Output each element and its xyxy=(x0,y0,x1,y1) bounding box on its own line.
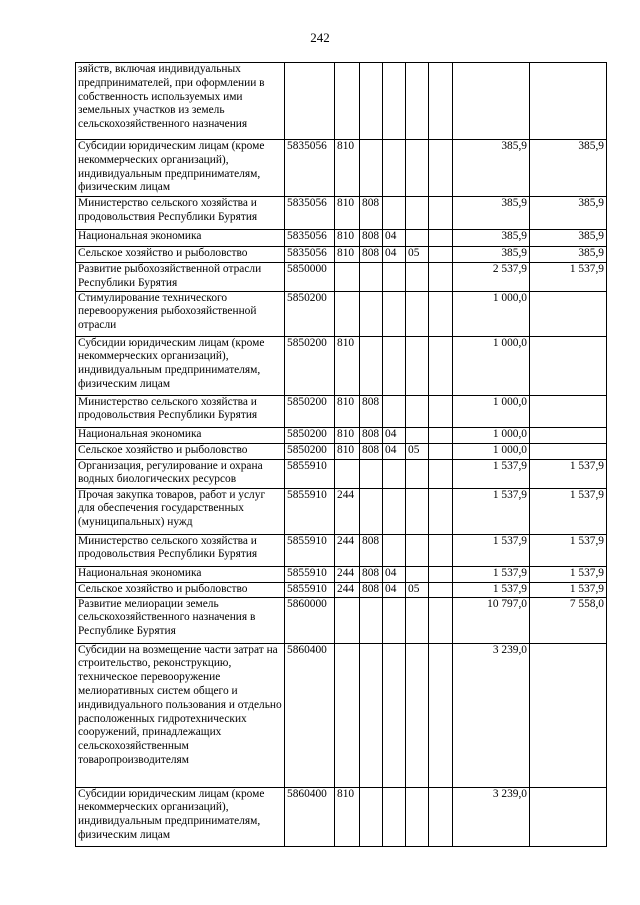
section-cell: 04 xyxy=(383,247,406,263)
empty-cell xyxy=(429,787,453,846)
target-article-cell: 5850200 xyxy=(285,427,335,443)
subsection-cell xyxy=(406,197,429,230)
empty-cell xyxy=(429,197,453,230)
target-article-cell: 5850200 xyxy=(285,395,335,427)
amount-1-cell: 1 000,0 xyxy=(453,336,530,395)
subsection-cell xyxy=(406,566,429,582)
table-row xyxy=(76,336,607,395)
amount-2-cell: 385,9 xyxy=(530,140,607,197)
ministry-code-cell: 808 xyxy=(360,395,383,427)
ministry-code-cell: 808 xyxy=(360,566,383,582)
expense-type-cell: 244 xyxy=(335,488,360,534)
target-article-cell: 5835056 xyxy=(285,140,335,197)
empty-cell xyxy=(429,63,453,140)
expense-type-cell: 810 xyxy=(335,336,360,395)
empty-cell xyxy=(429,247,453,263)
section-cell xyxy=(383,459,406,488)
amount-2-cell: 1 537,9 xyxy=(530,459,607,488)
amount-1-cell: 385,9 xyxy=(453,230,530,247)
target-article-cell: 5855910 xyxy=(285,582,335,597)
amount-2-cell: 1 537,9 xyxy=(530,263,607,292)
row-name-cell: Сельское хозяйство и рыболовство xyxy=(76,443,285,459)
row-name-cell: Субсидии юридическим лицам (кроме некоммерческих организаций), индивидуальным предпринимателям, физическим лицам xyxy=(76,336,285,395)
row-name-cell: Прочая закупка товаров, работ и услуг для обеспечения государственных (муниципальных) нужд xyxy=(76,488,285,534)
ministry-code-cell xyxy=(360,336,383,395)
expense-type-cell xyxy=(335,643,360,787)
row-name-cell: Развитие рыбохозяйственной отрасли Республики Бурятия xyxy=(76,263,285,292)
row-name-cell: Субсидии юридическим лицам (кроме некоммерческих организаций), индивидуальным предпринимателям, физическим лицам xyxy=(76,787,285,846)
amount-1-cell: 385,9 xyxy=(453,247,530,263)
amount-2-cell xyxy=(530,643,607,787)
row-name-cell: Министерство сельского хозяйства и продовольствия Республики Бурятия xyxy=(76,534,285,566)
table-row xyxy=(76,566,607,582)
ministry-code-cell: 808 xyxy=(360,197,383,230)
amount-1-cell: 1 537,9 xyxy=(453,534,530,566)
amount-1-cell: 2 537,9 xyxy=(453,263,530,292)
section-cell xyxy=(383,197,406,230)
section-cell xyxy=(383,534,406,566)
ministry-code-cell xyxy=(360,459,383,488)
subsection-cell xyxy=(406,427,429,443)
empty-cell xyxy=(429,140,453,197)
ministry-code-cell xyxy=(360,787,383,846)
empty-cell xyxy=(429,336,453,395)
target-article-cell: 5855910 xyxy=(285,459,335,488)
ministry-code-cell xyxy=(360,488,383,534)
expense-type-cell: 810 xyxy=(335,395,360,427)
table-row xyxy=(76,459,607,488)
amount-1-cell: 1 000,0 xyxy=(453,427,530,443)
table-row xyxy=(76,582,607,597)
amount-1-cell: 10 797,0 xyxy=(453,597,530,643)
expense-type-cell: 810 xyxy=(335,443,360,459)
amount-2-cell xyxy=(530,787,607,846)
expense-type-cell xyxy=(335,597,360,643)
page-number: 242 xyxy=(310,30,330,45)
target-article-cell: 5835056 xyxy=(285,230,335,247)
ministry-code-cell: 808 xyxy=(360,247,383,263)
section-cell xyxy=(383,597,406,643)
amount-2-cell: 385,9 xyxy=(530,197,607,230)
amount-1-cell xyxy=(453,63,530,140)
subsection-cell xyxy=(406,459,429,488)
row-name-cell: Стимулирование технического перевооружения рыбохозяйственной отрасли xyxy=(76,291,285,336)
ministry-code-cell xyxy=(360,291,383,336)
expense-type-cell: 810 xyxy=(335,230,360,247)
amount-2-cell xyxy=(530,336,607,395)
table-row xyxy=(76,427,607,443)
ministry-code-cell: 808 xyxy=(360,582,383,597)
subsection-cell xyxy=(406,534,429,566)
amount-2-cell xyxy=(530,443,607,459)
row-name-cell: Министерство сельского хозяйства и продовольствия Республики Бурятия xyxy=(76,197,285,230)
subsection-cell xyxy=(406,597,429,643)
amount-1-cell: 1 000,0 xyxy=(453,443,530,459)
table-row xyxy=(76,534,607,566)
amount-1-cell: 1 537,9 xyxy=(453,488,530,534)
empty-cell xyxy=(429,443,453,459)
section-cell xyxy=(383,643,406,787)
target-article-cell: 5835056 xyxy=(285,197,335,230)
ministry-code-cell: 808 xyxy=(360,427,383,443)
subsection-cell xyxy=(406,336,429,395)
target-article-cell: 5850200 xyxy=(285,291,335,336)
ministry-code-cell xyxy=(360,63,383,140)
amount-1-cell: 1 537,9 xyxy=(453,566,530,582)
row-name-cell: Развитие мелиорации земель сельскохозяйственного назначения в Республике Бурятия xyxy=(76,597,285,643)
table-row xyxy=(76,488,607,534)
table-row xyxy=(76,597,607,643)
target-article-cell: 5860000 xyxy=(285,597,335,643)
section-cell xyxy=(383,395,406,427)
target-article-cell: 5860400 xyxy=(285,787,335,846)
table-row xyxy=(76,140,607,197)
section-cell: 04 xyxy=(383,582,406,597)
amount-1-cell: 385,9 xyxy=(453,140,530,197)
expense-type-cell: 810 xyxy=(335,787,360,846)
expense-type-cell: 810 xyxy=(335,197,360,230)
row-name-cell: Субсидии на возмещение части затрат на строительство, реконструкцию, техническое перевооружение мелиоративных систем общего и индивидуального пользования и отдельно расположенных гидротехнических сооружений, принадлежащих сельскохозяйственным товаропроизводителям xyxy=(76,643,285,787)
amount-2-cell xyxy=(530,63,607,140)
table-row xyxy=(76,247,607,263)
subsection-cell xyxy=(406,291,429,336)
empty-cell xyxy=(429,263,453,292)
amount-1-cell: 1 000,0 xyxy=(453,291,530,336)
amount-1-cell: 385,9 xyxy=(453,197,530,230)
subsection-cell xyxy=(406,140,429,197)
table-row xyxy=(76,263,607,292)
ministry-code-cell: 808 xyxy=(360,534,383,566)
empty-cell xyxy=(429,230,453,247)
target-article-cell: 5855910 xyxy=(285,566,335,582)
amount-2-cell: 385,9 xyxy=(530,247,607,263)
row-name-cell: Организация, регулирование и охрана водных биологических ресурсов xyxy=(76,459,285,488)
ministry-code-cell xyxy=(360,140,383,197)
section-cell xyxy=(383,291,406,336)
amount-2-cell: 7 558,0 xyxy=(530,597,607,643)
row-name-cell: Субсидии юридическим лицам (кроме некоммерческих организаций), индивидуальным предпринимателям, физическим лицам xyxy=(76,140,285,197)
amount-2-cell: 1 537,9 xyxy=(530,566,607,582)
empty-cell xyxy=(429,395,453,427)
empty-cell xyxy=(429,459,453,488)
subsection-cell xyxy=(406,263,429,292)
row-name-cell: Министерство сельского хозяйства и продовольствия Республики Бурятия xyxy=(76,395,285,427)
target-article-cell: 5855910 xyxy=(285,534,335,566)
amount-1-cell: 1 537,9 xyxy=(453,582,530,597)
table-row xyxy=(76,787,607,846)
expense-type-cell xyxy=(335,63,360,140)
subsection-cell: 05 xyxy=(406,443,429,459)
section-cell xyxy=(383,63,406,140)
amount-2-cell: 1 537,9 xyxy=(530,534,607,566)
table-row xyxy=(76,395,607,427)
amount-2-cell: 385,9 xyxy=(530,230,607,247)
target-article-cell: 5850200 xyxy=(285,443,335,459)
subsection-cell xyxy=(406,643,429,787)
expense-type-cell: 244 xyxy=(335,582,360,597)
subsection-cell xyxy=(406,230,429,247)
ministry-code-cell xyxy=(360,263,383,292)
section-cell xyxy=(383,787,406,846)
row-name-cell: зяйств, включая индивидуальных предпринимателей, при оформлении в собственность используемых ими земельных участков из земель сельскохозяйственного назначения xyxy=(76,63,285,140)
table-row xyxy=(76,291,607,336)
subsection-cell: 05 xyxy=(406,582,429,597)
ministry-code-cell xyxy=(360,597,383,643)
budget-table xyxy=(75,62,607,847)
expense-type-cell: 810 xyxy=(335,247,360,263)
subsection-cell xyxy=(406,395,429,427)
amount-2-cell: 1 537,9 xyxy=(530,582,607,597)
ministry-code-cell: 808 xyxy=(360,443,383,459)
empty-cell xyxy=(429,566,453,582)
row-name-cell: Национальная экономика xyxy=(76,427,285,443)
expense-type-cell: 244 xyxy=(335,566,360,582)
row-name-cell: Национальная экономика xyxy=(76,566,285,582)
amount-2-cell xyxy=(530,395,607,427)
expense-type-cell xyxy=(335,291,360,336)
subsection-cell xyxy=(406,63,429,140)
section-cell xyxy=(383,336,406,395)
expense-type-cell xyxy=(335,459,360,488)
expense-type-cell: 244 xyxy=(335,534,360,566)
amount-1-cell: 1 537,9 xyxy=(453,459,530,488)
table-row xyxy=(76,197,607,230)
section-cell xyxy=(383,263,406,292)
empty-cell xyxy=(429,291,453,336)
amount-1-cell: 3 239,0 xyxy=(453,643,530,787)
subsection-cell xyxy=(406,488,429,534)
table-row xyxy=(76,643,607,787)
section-cell: 04 xyxy=(383,443,406,459)
row-name-cell: Сельское хозяйство и рыболовство xyxy=(76,582,285,597)
empty-cell xyxy=(429,643,453,787)
empty-cell xyxy=(429,427,453,443)
section-cell: 04 xyxy=(383,566,406,582)
empty-cell xyxy=(429,582,453,597)
target-article-cell xyxy=(285,63,335,140)
amount-2-cell: 1 537,9 xyxy=(530,488,607,534)
row-name-cell: Сельское хозяйство и рыболовство xyxy=(76,247,285,263)
ministry-code-cell: 808 xyxy=(360,230,383,247)
target-article-cell: 5850200 xyxy=(285,336,335,395)
table-row xyxy=(76,230,607,247)
target-article-cell: 5855910 xyxy=(285,488,335,534)
target-article-cell: 5850000 xyxy=(285,263,335,292)
empty-cell xyxy=(429,597,453,643)
amount-2-cell xyxy=(530,291,607,336)
amount-1-cell: 1 000,0 xyxy=(453,395,530,427)
section-cell xyxy=(383,140,406,197)
expense-type-cell: 810 xyxy=(335,427,360,443)
table-row xyxy=(76,63,607,140)
expense-type-cell xyxy=(335,263,360,292)
subsection-cell: 05 xyxy=(406,247,429,263)
section-cell xyxy=(383,488,406,534)
target-article-cell: 5860400 xyxy=(285,643,335,787)
amount-1-cell: 3 239,0 xyxy=(453,787,530,846)
section-cell: 04 xyxy=(383,230,406,247)
empty-cell xyxy=(429,534,453,566)
empty-cell xyxy=(429,488,453,534)
subsection-cell xyxy=(406,787,429,846)
row-name-cell: Национальная экономика xyxy=(76,230,285,247)
ministry-code-cell xyxy=(360,643,383,787)
expense-type-cell: 810 xyxy=(335,140,360,197)
amount-2-cell xyxy=(530,427,607,443)
table-row xyxy=(76,443,607,459)
section-cell: 04 xyxy=(383,427,406,443)
target-article-cell: 5835056 xyxy=(285,247,335,263)
